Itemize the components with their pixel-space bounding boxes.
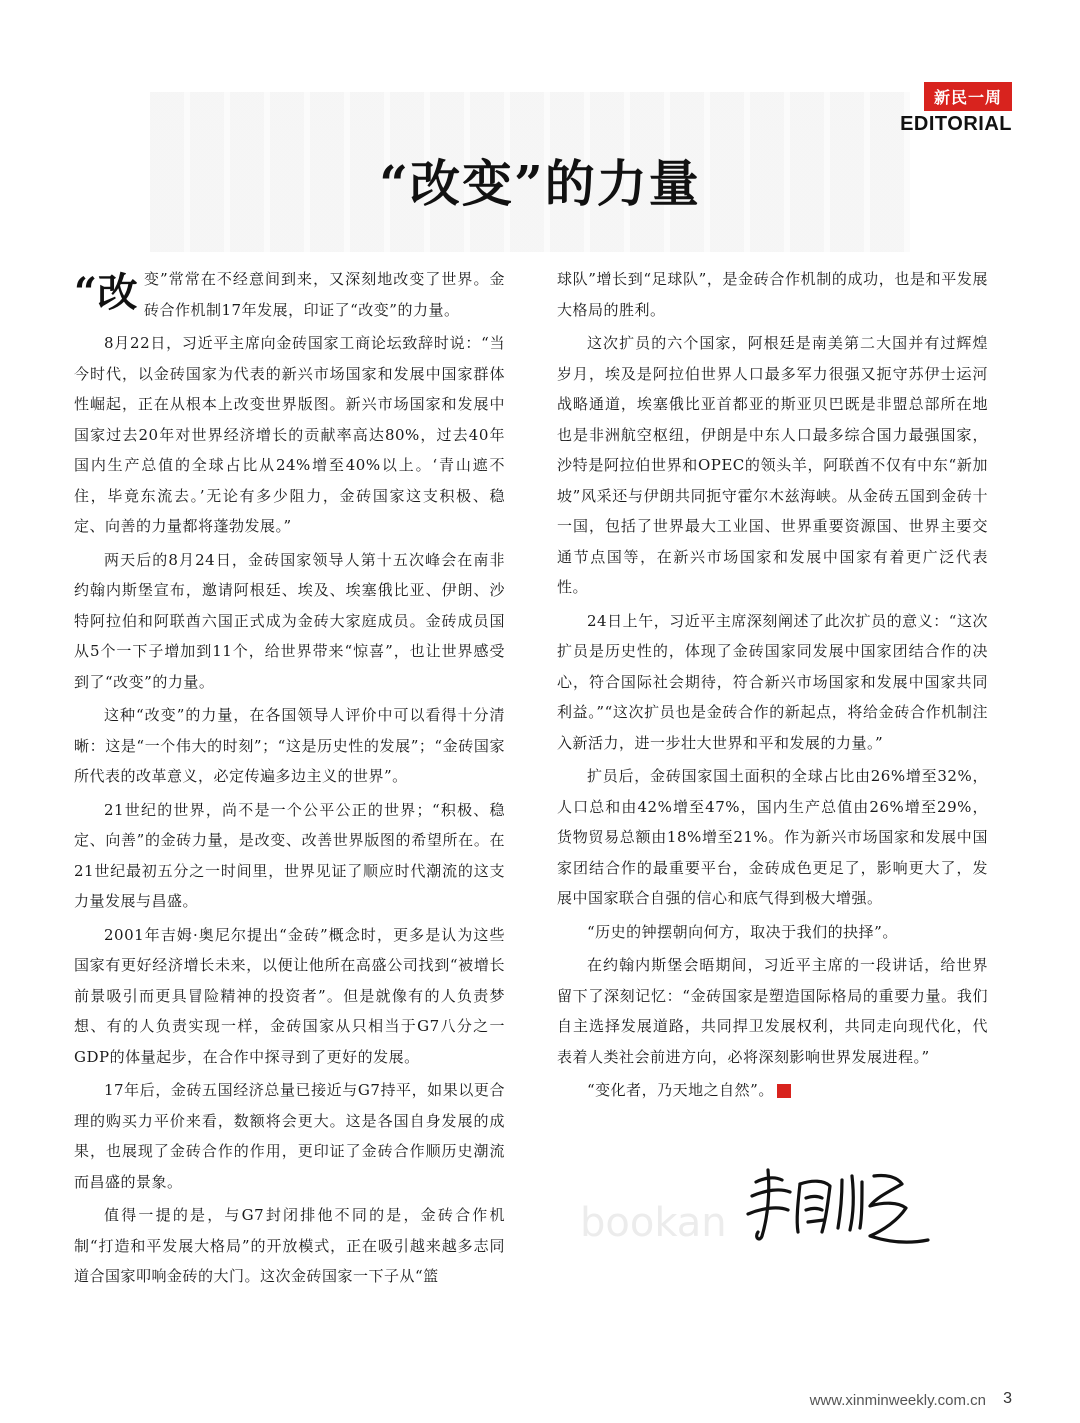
page-number: 3 xyxy=(1003,1390,1012,1407)
closing-paragraph xyxy=(557,1075,988,1106)
left-column xyxy=(74,264,505,1295)
right-column xyxy=(557,264,988,1109)
paragraph: 8月22日，习近平主席向金砖国家工商论坛致辞时说：“当今时代，以金砖国家为代表的新兴市场国家和发展中国家群体性崛起，正在从根本上改变世界版图。新兴市场国家和发展中国家过去20年对世界经济增长的贡献率高达80%，过去40年国内生产总值的全球占比从24%增至40%以上。‘青山遮不住，毕竟东流去。’无论有多少阻力，金砖国家这支积极、稳定、向善的力量都将蓬勃发展。” xyxy=(74,334,505,535)
paragraph: 21世纪的世界，尚不是一个公平公正的世界；“积极、稳定、向善”的金砖力量，是改变、改善世界版图的希望所在。在21世纪最初五分之一时间里，世界见证了顺应时代潮流的这支力量发展与昌盛。 xyxy=(74,800,505,910)
paragraph: “历史的钟摆朝向何方，取决于我们的抉择”。 xyxy=(587,922,898,941)
paragraph: 值得一提的是，与G7封闭排他不同的是，金砖合作机制“打造和平发展大格局”的开放模式，正在吸引越来越多志同道合国家叩响金砖的大门。这次金砖国家一下子从“篮 xyxy=(74,1206,505,1285)
paragraph: 17年后，金砖五国经济总量已接近与G7持平，如果以更合理的购买力平价来看，数额将会更大。这是各国自身发展的成果，也展现了金砖合作的作用，更印证了金砖合作顺历史潮流而昌盛的景象。 xyxy=(74,1081,505,1191)
lead-paragraph xyxy=(74,264,505,325)
signature-icon xyxy=(738,1162,938,1252)
paragraph: 在约翰内斯堡会晤期间，习近平主席的一段讲话，给世界留下了深刻记忆：“金砖国家是塑造国际格局的重要力量。我们自主选择发展道路，共同捍卫发展权利，共同走向现代化，代表着人类社会前进方向，必将深刻影响世界发展进程。” xyxy=(557,956,988,1066)
closing-quote: “变化者，乃天地之自然”。 xyxy=(587,1081,774,1099)
article-title: “改变”的力量 xyxy=(379,154,701,213)
paragraph: 这次扩员的六个国家，阿根廷是南美第二大国并有过辉煌岁月，埃及是阿拉伯世界人口最多军力很强又扼守苏伊士运河战略通道，埃塞俄比亚首都亚的斯亚贝巴既是非盟总部所在地也是非洲航空枢纽，伊朗是中东人口最多综合国力最强国家，沙特是阿拉伯世界和OPEC的领头羊，阿联酋不仅有中东“新加坡”风采还与伊朗共同扼守霍尔木兹海峡。从金砖五国到金砖十一国，包括了世界最大工业国、世界重要资源国、世界主要交通节点国等，在新兴市场国家和发展中国家有着更广泛代表性。 xyxy=(557,334,988,596)
brand-badge: 新民一周 xyxy=(924,82,1012,111)
masthead xyxy=(900,82,1012,136)
end-mark-icon: 民 xyxy=(777,1084,791,1098)
paragraph: 2001年吉姆·奥尼尔提出“金砖”概念时，更多是认为这些国家有更好经济增长未来，以便让他所在高盛公司找到“被增长前景吸引而更具冒险精神的投资者”。但是就像有的人负责梦想、有的人负责实现一样，金砖国家从只相当于G7八分之一GDP的体量起步，在合作中探寻到了更好的发展。 xyxy=(74,925,505,1066)
bookan-watermark: bookan xyxy=(580,1200,727,1246)
footer-url: www.xinminweekly.com.cn xyxy=(809,1392,986,1409)
paragraph: 两天后的8月24日，金砖国家领导人第十五次峰会在南非约翰内斯堡宣布，邀请阿根廷、埃及、埃塞俄比亚、伊朗、沙特阿拉伯和阿联酋六国正式成为金砖大家庭成员。金砖成员国从5个一下子增加到11个，给世界带来“惊喜”，也让世界感受到了“改变”的力量。 xyxy=(74,550,505,691)
lead-text: 变”常常在不经意间到来，又深刻地改变了世界。金砖合作机制17年发展，印证了“改变”的力量。 xyxy=(144,270,505,319)
paragraph: 这种“改变”的力量，在各国领导人评价中可以看得十分清晰：这是“一个伟大的时刻”；“这是历史性的发展”；“金砖国家所代表的改革意义，必定传遍多边主义的世界”。 xyxy=(74,706,505,785)
paragraph: 24日上午，习近平主席深刻阐述了此次扩员的意义：“这次扩员是历史性的，体现了金砖国家同发展中国家团结合作的决心，符合国际社会期待，符合新兴市场国家和发展中国家共同利益。”“这次扩员也是金砖合作的新起点，将给金砖合作机制注入新活力，进一步壮大世界和平和发展的力量。” xyxy=(557,611,988,752)
section-label: EDITORIAL xyxy=(900,113,1012,135)
dropcap: “改 xyxy=(74,269,139,316)
continuation-paragraph: 球队”增长到“足球队”，是金砖合作机制的成功，也是和平发展大格局的胜利。 xyxy=(557,270,988,319)
paragraph: 扩员后，金砖国家国土面积的全球占比由26%增至32%，人口总和由42%增至47%，国内生产总值由26%增至29%，货物贸易总额由18%增至21%。作为新兴市场国家和发展中国家团结合作的最重要平台，金砖成色更足了，影响更大了，发展中国家联合自强的信心和底气得到极大增强。 xyxy=(557,767,988,907)
